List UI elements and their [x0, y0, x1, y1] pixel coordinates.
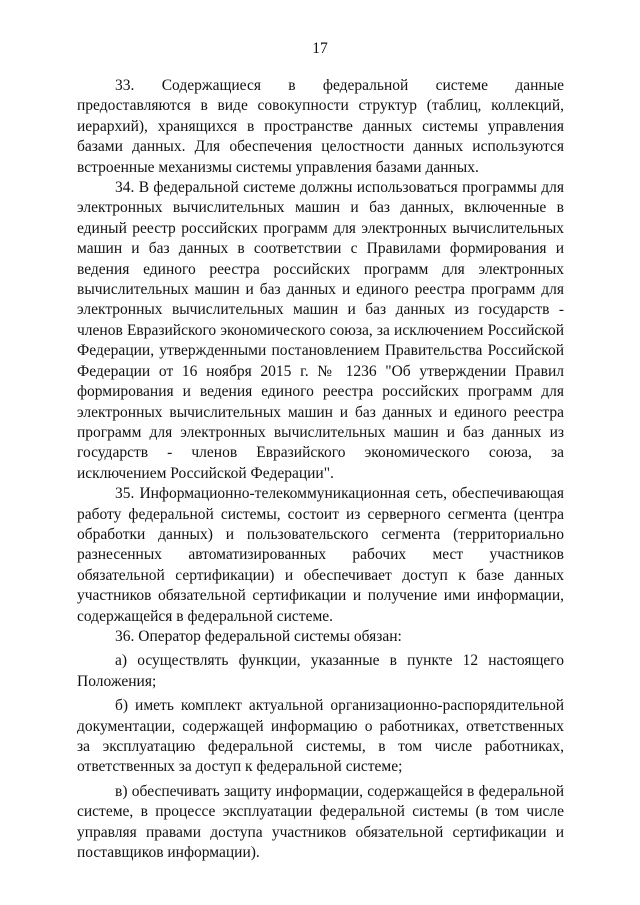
page-number: 17	[312, 40, 328, 57]
subparagraph-a: а) осуществлять функции, указанные в пункте 12 настоящего Положения;	[77, 652, 564, 690]
subparagraph-b: б) иметь комплект актуальной организационно-распорядительной документации, содержащей информацию о работниках, ответственных за эксплуатацию федеральной системы, в том числе работниках, ответственных за доступ к федеральной системе;	[77, 697, 564, 776]
paragraph-34: 34. В федеральной системе должны использоваться программы для электронных вычислительных машин и баз данных, включенные в единый реестр российских программ для электронных вычислительных машин и баз данных в соответствии с Правилами формирования и ведения единого реестра российских программ для электронных вычислительных машин и баз данных и единого реестра программ для электронных вычислительных машин и баз данных из государств - членов Евразийского экономического союза, за исключением Российской Федерации, утвержденными постановлением Правительства Российской Федерации от 16 ноября 2015 г. № 1236 "Об утверждении Правил формирования и ведения единого реестра российских программ для электронных вычислительных машин и баз данных и единого реестра программ для электронных вычислительных машин и баз данных из государств - членов Евразийского экономического союза, за исключением Российской Федерации".	[77, 179, 564, 482]
document-body	[77, 76, 564, 863]
paragraph-36: 36. Оператор федеральной системы обязан:	[115, 627, 402, 645]
paragraph-33: 33. Содержащиеся в федеральной системе данные предоставляются в виде совокупности структур (таблиц, коллекций, иерархий), хранящихся в пространстве данных системы управления базами данных. Для обеспечения целостности данных используются встроенные механизмы системы управления базами данных.	[77, 77, 564, 176]
subparagraph-v: в) обеспечивать защиту информации, содержащейся в федеральной системе, в процессе эксплуатации федеральной системы (в том числе управляя правами доступа участников обязательной сертификации и поставщиков информации).	[77, 782, 564, 862]
paragraph-35: 35. Информационно-телекоммуникационная сеть, обеспечивающая работу федеральной системы, состоит из серверного сегмента (центра обработки данных) и пользовательского сегмента (территориально разнесенных автоматизированных рабочих мест участников обязательной сертификации) и обеспечивает доступ к базе данных участников обязательной сертификации и получение ими информации, содержащейся в федеральной системе.	[77, 485, 564, 625]
